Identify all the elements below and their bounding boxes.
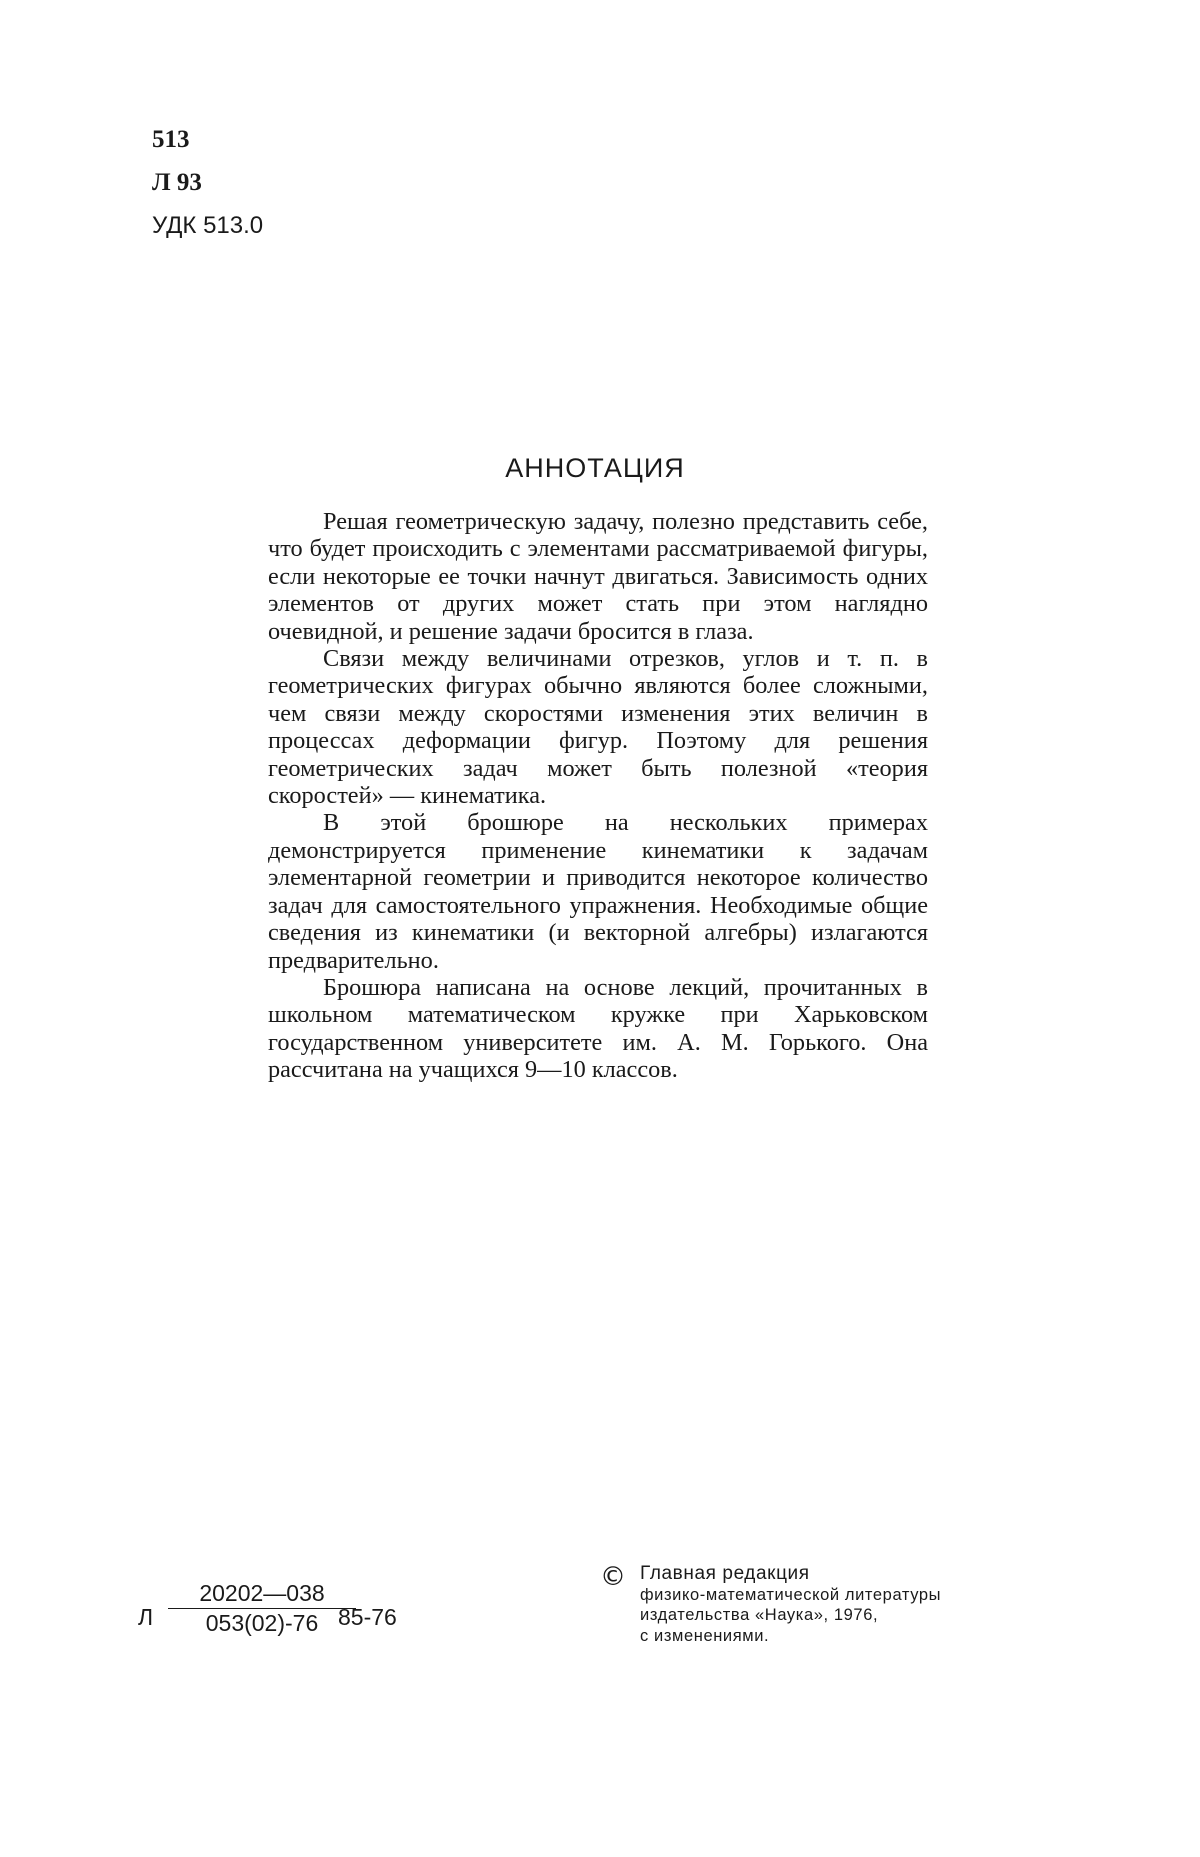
annotation-paragraph-4: Брошюра написана на основе лекций, прочитанных в школьном математическом кружке при Харьковском государственном университете им. А. М. Горького. Она рассчитана на учащихся 9—10 классов. [268,973,928,1084]
copyright-line-1: Главная редакция [640,1563,810,1584]
annotation-paragraph-2: Связи между величинами отрезков, углов и т. п. в геометрических фигурах обычно являются более сложными, чем связи между скоростями изменения этих величин в процессах деформации фигур. Поэтому для решения геометрических задач может быть полезной «теория скоростей» — кинематика. [268,645,928,810]
bbk-numerator: 20202—038 [168,1580,356,1609]
author-mark: Л 93 [152,169,202,196]
catalog-codes [152,118,263,247]
annotation-title: АННОТАЦИЯ [505,453,685,483]
copyright-line-3: издательства «Наука», 1976, [640,1606,879,1624]
bbk-letter: Л [138,1604,154,1630]
bbk-fraction [168,1580,356,1637]
copyright-line-4: с изменениями. [640,1626,770,1645]
copyright-icon: © [600,1562,626,1592]
annotation-paragraph-3: В этой брошюре на нескольких примерах демонстрируется применение кинематики к задачам элементарной геометрии и приводится некоторое количество задач для самостоятельного упражнения. Необходимые общие сведения из кинематики (и векторной алгебры) излагаются предварительно. [268,809,928,974]
copyright-text [640,1564,941,1646]
annotation-body [268,508,928,1084]
annotation-paragraph-1: Решая геометрическую задачу, полезно представить себе, что будет происходить с элементами рассматриваемой фигуры, если некоторые ее точки начнут двигаться. Зависимость одних элементов от других может стать при этом наглядно очевидной, и решение задачи бросится в глаза. [268,508,928,645]
bbk-code: 85-76 [338,1604,397,1630]
udk-code: УДК 513.0 [152,212,264,239]
bbk-index [138,1580,428,1660]
copyright-notice [600,1562,1160,1652]
classification-number: 513 [152,126,190,153]
copyright-line-2: физико-математической литературы [640,1585,942,1604]
bbk-denominator: 053(02)-76 [205,1610,319,1636]
